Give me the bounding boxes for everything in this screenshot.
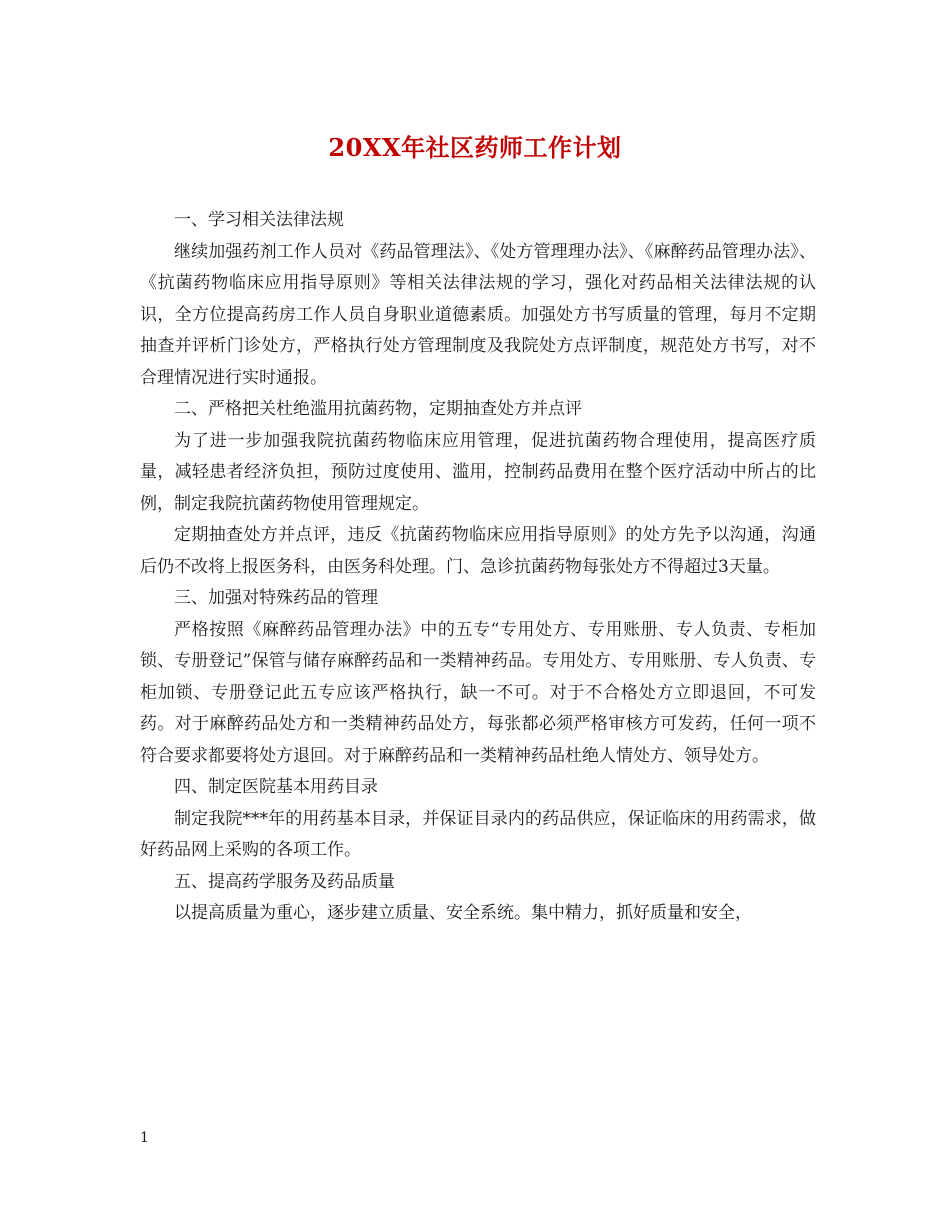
section-heading-1: 一、学习相关法律法规 bbox=[174, 210, 344, 230]
body-paragraph: 以提高质量为重心，逐步建立质量、安全系统。集中精力，抓好质量和安全， bbox=[174, 903, 752, 923]
page-number: 1 bbox=[140, 1130, 149, 1146]
body-paragraph: 严格按照《麻醉药品管理办法》中的五专“专用处方、专用账册、专人负责、专柜加锁、专册登记”保管与储存麻醉药品和一类精神药品。专用处方、专用账册、专人负责、专柜加锁、专册登记此五专应该严格执行，缺一不可。对于不合格处方立即退回，不可发药。对于麻醉药品处方和一类精神药品处方，每张都必须严格审核方可发药，任何一项不符合要求都要将处方退回。对于麻醉药品和一类精神药品杜绝人情处方、领导处方。 bbox=[140, 619, 816, 766]
body-paragraph: 定期抽查处方并点评，违反《抗菌药物临床应用指导原则》的处方先予以沟通，沟通后仍不改将上报医务科，由医务科处理。门、急诊抗菌药物每张处方不得超过3天量。 bbox=[140, 525, 816, 577]
section-heading-4: 四、制定医院基本用药目录 bbox=[174, 777, 378, 797]
body-paragraph: 继续加强药剂工作人员对《药品管理法》、《处方管理理办法》、《麻醉药品管理办法》、《抗菌药物临床应用指导原则》等相关法律法规的学习，强化对药品相关法律法规的认识，全方位提高药房工作人员自身职业道德素质。加强处方书写质量的管理，每月不定期抽查并评析门诊处方，严格执行处方管理制度及我院处方点评制度，规范处方书写，对不合理情况进行实时通报。 bbox=[140, 241, 816, 388]
document-body bbox=[140, 205, 816, 930]
body-paragraph: 制定我院***年的用药基本目录，并保证目录内的药品供应，保证临床的用药需求，做好药品网上采购的各项工作。 bbox=[140, 808, 816, 860]
document-title: 20XX年社区药师工作计划 bbox=[328, 133, 622, 162]
body-paragraph: 为了进一步加强我院抗菌药物临床应用管理，促进抗菌药物合理使用，提高医疗质量，减轻患者经济负担，预防过度使用、滥用，控制药品费用在整个医疗活动中所占的比例，制定我院抗菌药物使用管理规定。 bbox=[140, 430, 816, 514]
section-heading-5: 五、提高药学服务及药品质量 bbox=[174, 871, 395, 892]
section-heading-3: 三、加强对特殊药品的管理 bbox=[174, 588, 378, 608]
section-heading-2: 二、严格把关杜绝滥用抗菌药物，定期抽查处方并点评 bbox=[174, 399, 582, 419]
